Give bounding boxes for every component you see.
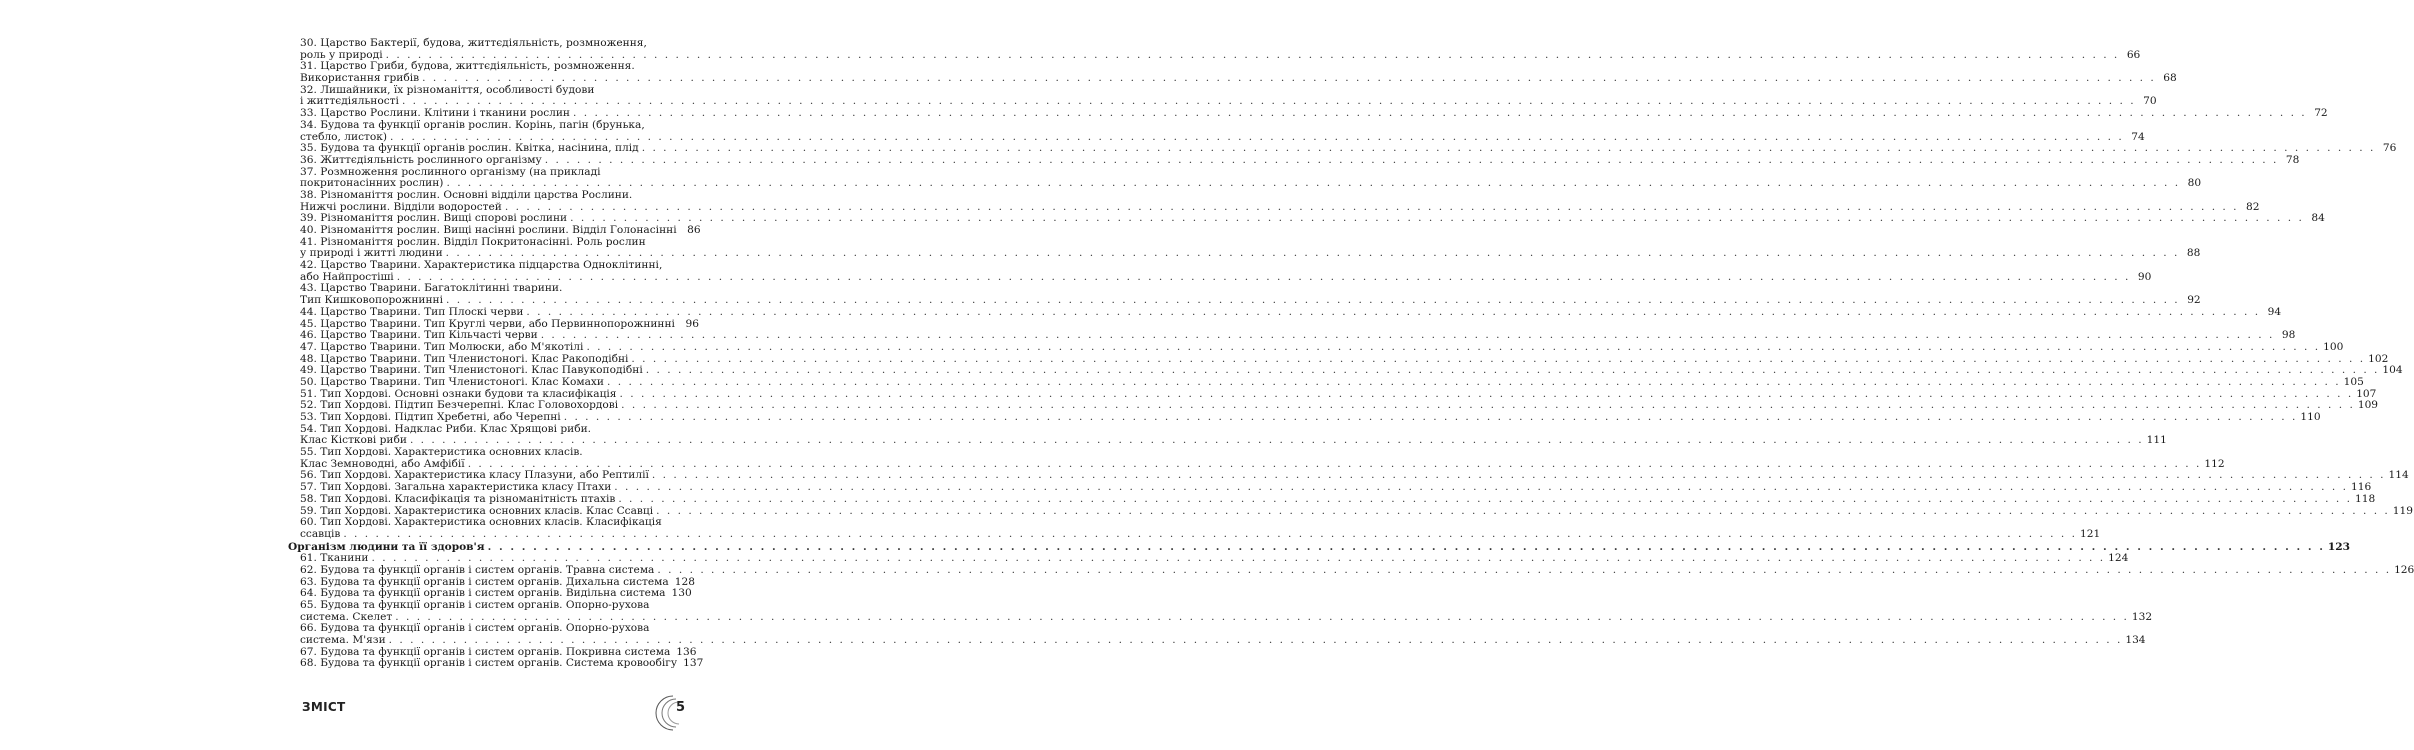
entry-title: 47. Царство Тварини. Тип Молюски, або М'якотілі [300,340,584,353]
entry-title: 66. Будова та функції органів і систем органів. Опорно-рухова [300,622,650,635]
dot-leader [618,494,2352,506]
entry-title: 40. Різноманіття рослин. Вищі насінні рослини. Відділ Голонасінні [300,224,677,236]
entry-title: 33. Царство Рослини. Клітини і тканини рослин [300,107,570,120]
toc-line [288,340,2344,354]
dot-leader [564,412,2298,424]
entry-title: 46. Царство Тварини. Тип Кільчасті черви [300,329,538,342]
entry-title: 57. Тип Хордові. Загальна характеристика класу Птахи [300,481,612,494]
toc-line [288,634,2146,647]
entry-page: 128 [674,575,695,588]
toc-line [288,190,688,202]
entry-title: 59. Тип Хордові. Характеристика основних класів. Клас Ссавці [300,504,654,517]
toc-entry [288,657,704,670]
entry-title: 49. Царство Тварини. Тип Членистоногі. Клас Павукоподібні [300,364,643,377]
toc-entry [288,83,2157,108]
entry-page: 86 [687,224,701,236]
entry-title: 63. Будова та функції органів і систем органів. Дихальна система [300,575,669,588]
toc-line [288,260,688,272]
entry-page: 100 [2323,340,2344,353]
entry-page: 134 [2125,634,2146,647]
dot-leader [607,377,2341,389]
dot-leader [446,248,2180,260]
entry-page: 114 [2388,469,2409,482]
entry-title: 51. Тип Хордові. Основні ознаки будови та класифікація [300,387,617,400]
toc-entry [288,118,2145,143]
entry-title: ссавців [300,527,341,540]
dot-leader [573,108,2307,120]
entry-title: 36. Життєдіяльність рослинного організму [300,153,542,166]
entry-title: 53. Тип Хордові. Підтип Хребетні, або Черепні [300,411,561,423]
dot-leader [526,307,2260,319]
toc-line [288,305,2282,319]
entry-title: 56. Тип Хордові. Характеристика класу Плазуни, або Рептилії [300,469,649,482]
dot-leader [343,529,2077,541]
toc-entry [288,37,2141,61]
toc-line [288,153,2300,167]
toc-entries [288,37,2414,541]
entry-title: система. Скелет [300,610,393,623]
toc-line [288,527,2101,541]
entry-page: 84 [2311,212,2325,225]
table-of-contents [288,37,2414,670]
section-title: Організм людини та її здоров'я [288,540,485,553]
toc-entry [288,165,2202,190]
entry-page: 66 [2126,48,2141,61]
entry-page: 88 [2186,247,2201,260]
toc-line [288,657,704,670]
entry-page: 78 [2285,153,2300,166]
entry-page: 111 [2146,434,2167,447]
entry-title: 35. Будова та функції органів рослин. Квітка, насінина, плід [300,142,639,155]
entry-page: 118 [2355,492,2376,505]
toc-line [288,411,2321,424]
entry-page: 82 [2246,200,2260,213]
dot-leader [410,435,2144,447]
entry-title: роль у природі [300,48,383,61]
dot-leader [395,612,2129,624]
entry-page: 96 [685,317,699,330]
entry-title: 64. Будова та функції органів і систем органів. Видільна система [300,587,666,600]
entry-page: 104 [2382,364,2403,377]
dot-leader [656,506,2390,518]
entry-page: 74 [2131,130,2145,143]
entry-page: 94 [2267,305,2282,318]
entry-title: і життєдіяльності [300,95,399,108]
toc-entry [288,153,2300,167]
entry-title: 31. Царство Гриби, будова, життєдіяльність, розмноження. [300,60,635,73]
entry-title: покритонасінних рослин) [300,177,444,190]
entry-title: 68. Будова та функції органів і систем органів. Система кровообігу [300,657,678,670]
entry-title: або Найпростіші [300,270,394,283]
toc-entry [288,375,2364,389]
dot-leader [389,635,2123,647]
toc-entry [288,188,2260,213]
entry-title: 45. Царство Тварини. Тип Круглі черви, або Первиннопорожнинні [300,317,675,330]
toc-line [288,375,2364,389]
entry-page: 110 [2300,411,2321,423]
page-number-ornament-icon [653,692,697,732]
entry-title: 41. Різноманіття рослин. Відділ Покритонасінні. Роль рослин [300,235,646,248]
toc-entry [288,340,2344,354]
toc-entry [288,516,2101,540]
entry-title: Використання грибів [300,72,420,85]
entry-page: 109 [2357,399,2379,412]
entry-title: 48. Царство Тварини. Тип Членистоногі. Клас Ракоподібні [300,352,629,365]
toc-entry [288,622,2146,647]
toc-line [288,492,2376,506]
toc-line [288,600,688,612]
toc-line [288,447,688,459]
dot-leader [422,73,2156,85]
entry-title: Нижчі рослини. Відділи водоростей [300,200,502,213]
toc-entry [288,60,2177,85]
entry-title: 60. Тип Хордові. Характеристика основних класів. Класифікація [300,516,662,529]
entry-page: 105 [2343,375,2364,388]
entry-page: 124 [2108,552,2129,565]
entry-title: 67. Будова та функції органів і систем органів. Покривна система [300,645,671,658]
entry-page: 102 [2368,352,2389,365]
dot-leader [397,272,2131,284]
entry-title: 44. Царство Тварини. Тип Плоскі черви [300,305,524,318]
toc-entry [288,446,2225,470]
dot-leader [657,565,2391,577]
toc-entry [288,411,2321,424]
entry-title: 54. Тип Хордові. Надклас Риби. Клас Хрящові риби. [300,422,592,435]
entry-page: 112 [2204,457,2225,470]
dot-leader [545,155,2279,167]
page-number: 5 [676,700,686,715]
toc-entry [288,599,2153,623]
entry-title: 55. Тип Хордові. Характеристика основних класів. [300,446,583,459]
entry-title: 42. Царство Тварини. Характеристика підцарства Одноклітинні, [300,259,663,272]
entry-title: 52. Тип Хордові. Підтип Безчерепні. Клас Головохордові [300,399,619,412]
entry-page: 130 [671,587,692,600]
entry-page: 76 [2382,142,2397,155]
toc-entry [288,563,2414,577]
toc-line [288,224,701,237]
entry-title: 65. Будова та функції органів і систем органів. Опорно-рухова [300,599,650,611]
entry-page: 107 [2356,387,2377,400]
entry-title: Тип Кишковопорожнинні [300,294,443,307]
entry-page: 126 [2394,563,2414,576]
entry-page: 136 [676,645,697,658]
entry-page: 68 [2163,72,2177,85]
entry-page: 119 [2392,504,2414,517]
entry-page: 132 [2131,610,2153,623]
entry-title: у природі і житті людини [300,247,443,260]
entry-title: Клас Кісткові риби [300,434,407,447]
entry-page: 137 [683,657,704,670]
entry-title: 38. Різноманіття рослин. Основні відділи царства Рослини. [300,188,633,201]
entry-page: 121 [2080,527,2101,540]
entry-title: система. М'язи [300,634,386,647]
entry-title: Клас Земноводні, або Амфібії [300,457,465,470]
toc-entry [288,422,2167,447]
toc-entry [288,259,2152,283]
toc-entry [288,492,2376,506]
toc-line [288,72,2177,85]
entry-title: 50. Царство Тварини. Тип Членистоногі. Клас Комахи [300,375,604,388]
toc-entry [288,305,2282,319]
toc-line [288,120,688,132]
toc-line [288,38,688,50]
entry-page: 116 [2350,481,2372,494]
footer-title: ЗМІСТ [302,700,346,714]
entry-title: 62. Будова та функції органів і систем органів. Травна система [300,563,655,576]
entry-title: 32. Лишайники, їх різноманіття, особливості будови [300,83,595,96]
entry-title: 58. Тип Хордові. Класифікація та різноманітність птахів [300,492,616,505]
dot-leader [586,342,2320,354]
entry-title: 43. Царство Тварини. Багатоклітинні тварини. [300,282,563,295]
toc-sub-entries [288,552,2414,670]
toc-entry [288,235,2201,260]
entry-page: 92 [2187,294,2201,307]
entry-title: 37. Розмноження рослинного організму (на прикладі [300,165,601,178]
dot-leader [386,50,2120,62]
entry-title: 34. Будова та функції органів рослин. Корінь, пагін (брунька, [300,118,645,131]
entry-title: стебло, листок) [300,130,388,143]
entry-page: 80 [2187,177,2202,190]
toc-line [288,563,2414,577]
entry-title: 61. Тканини [300,552,369,565]
section-page: 123 [2327,540,2351,553]
toc-entry [288,224,701,237]
entry-title: 39. Різноманіття рослин. Вищі спорові рослини [300,212,568,225]
entry-page: 98 [2281,329,2296,342]
entry-page: 70 [2143,95,2157,108]
dot-leader [446,178,2180,190]
entry-title: 30. Царство Бактерії, будова, життєдіяльність, розмноження, [300,37,647,49]
entry-page: 72 [2314,107,2328,120]
entry-page: 90 [2137,270,2152,283]
toc-entry [288,282,2201,307]
dot-leader [570,213,2304,225]
